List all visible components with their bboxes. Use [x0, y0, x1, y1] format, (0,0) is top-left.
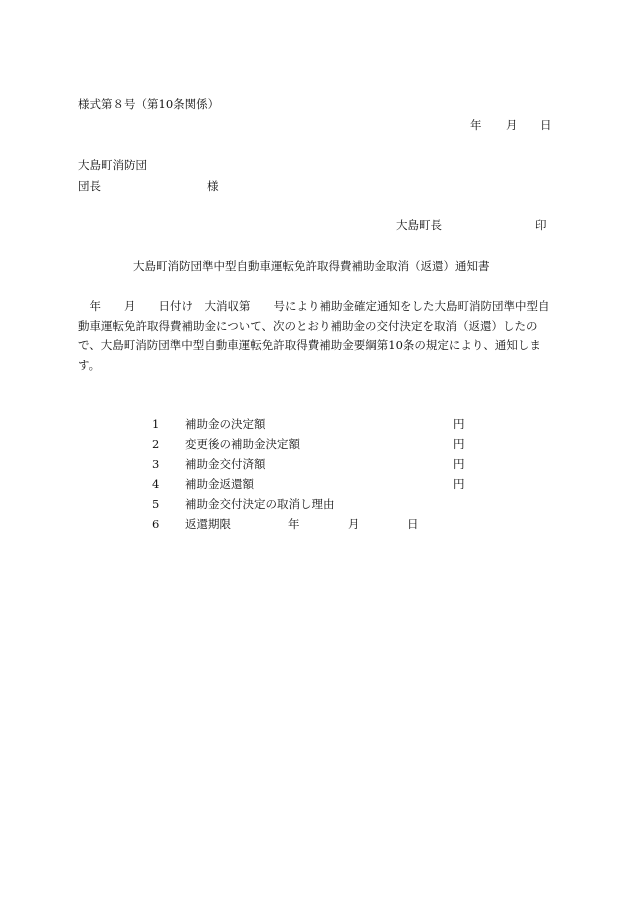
item-label: 補助金交付済額 [185, 457, 266, 471]
deadline-day: 日 [407, 517, 419, 531]
item-label: 補助金返還額 [185, 477, 254, 491]
item-label: 補助金の決定額 [185, 417, 266, 431]
item-label: 変更後の補助金決定額 [185, 437, 300, 451]
deadline-month: 月 [348, 517, 360, 531]
form-number: 様式第８号（第10条関係） [78, 97, 220, 111]
item-number: 4 [152, 477, 160, 491]
date-day: 日 [540, 118, 552, 132]
item-number: 2 [152, 437, 160, 451]
item-unit: 円 [453, 477, 465, 491]
list-item [0, 497, 630, 513]
item-number: 1 [152, 417, 160, 431]
item-unit: 円 [453, 437, 465, 451]
issuer-name: 大島町長 [396, 218, 442, 232]
date-month: 月 [506, 118, 518, 132]
item-unit: 円 [453, 417, 465, 431]
list-item [0, 437, 630, 453]
recipient-honorific: 様 [207, 179, 219, 193]
issuer-seal: 印 [535, 218, 547, 232]
item-label: 補助金交付決定の取消し理由 [185, 497, 335, 511]
item-unit: 円 [453, 457, 465, 471]
list-item [0, 457, 630, 473]
recipient-title: 団長 [78, 179, 101, 193]
deadline-year: 年 [288, 517, 300, 531]
date-year: 年 [470, 118, 482, 132]
list-item [0, 477, 630, 493]
item-number: 5 [152, 497, 160, 511]
body-year: 年 [89, 299, 101, 313]
body-ref: 大消収第 [204, 299, 251, 313]
recipient-org: 大島町消防団 [78, 158, 147, 172]
document-title: 大島町消防団準中型自動車運転免許取得費補助金取消（返還）通知書 [133, 259, 490, 273]
body-paragraph [78, 297, 552, 375]
item-number: 6 [152, 517, 160, 531]
item-number: 3 [152, 457, 160, 471]
list-item [0, 417, 630, 433]
item-label: 返還期限 [185, 517, 231, 531]
body-text: 号により補助金確定通知をした大島町消防団準中型自動車運転免許取得費補助金について、次のとおり補助金の交付決定を取消（返還）したので、大島町消防団準中型自動車運転免許取得費補助金要綱第10条の規定により、通知します。 [78, 299, 550, 372]
body-day: 日付け [158, 299, 193, 313]
body-month: 月 [124, 299, 136, 313]
list-item [0, 517, 630, 533]
